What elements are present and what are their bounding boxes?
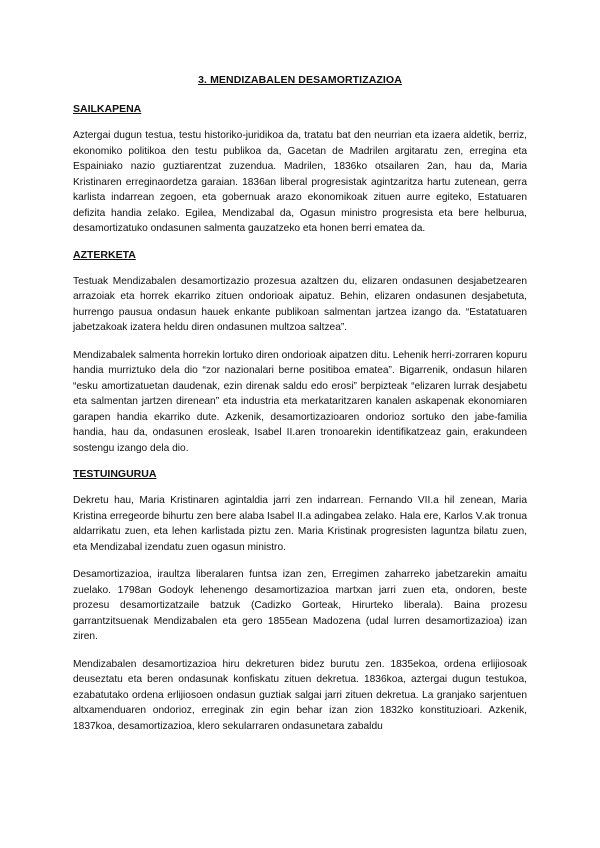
paragraph: Aztergai dugun testua, testu historiko-juridikoa da, tratatu bat den neurrian eta izaera aldetik, berriz, ekonomiko politikoa den testu publikoa da, Gacetan de Madrilen argitaratu zen, erregina eta Espainiako nazio guztiarentzat zuzendua. Madrilen, 1836ko otsailaren 2an, hau da, Maria Kristinaren erreginaordetza garaian. 1836an liberal progresistak agintzaritza hartu zutenean, gerra karlista indarrean zegoen, eta gobernuak arazo ekonomikoak zituen aurre egiteko, Estatuaren defizita handia zelako. Egilea, Mendizabal da, Ogasun ministro progresista eta bere helburua, desamortizatuko ondasunen salmenta gauzatzeko eta honen berri ematea da.: [73, 130, 527, 234]
paragraph: Dekretu hau, Maria Kristinaren agintaldia jarri zen indarrean. Fernando VII.a hil zenean, Maria Kristina erregeorde bihurtu zen bere alaba Isabel II.a adingabea zelako. Hala ere, Karlos V.ak tronua aldarrikatu zuen, eta lehen karlistada piztu zen. Maria Kristinak progresisten laguntza bilatu zuen, eta Mendizabal izendatu zuen ogasun ministro.: [73, 495, 527, 553]
section-azterketa: [73, 249, 527, 457]
document-title: 3. MENDIZABALEN DESAMORTIZAZIOA: [198, 74, 402, 86]
paragraph: Mendizabalek salmenta horrekin lortuko diren ondorioak aipatzen ditu. Lehenik herri-zorraren kopuru handia murriztuko dela dio “zor nazionalari berne positiboa ematea”. Bigarrenik, ondasun hilaren “esku amortizatuetan daudenak, ezin direnak saldu edo erosi” berpizteak “elizaren lurrak desjabetu eta salmentan jartzen direnean” eta industria eta merkataritzaren kanalen askapenak ekonomiaren garapen handia ekarriko dute. Azkenik, desamortizazioaren ondorioz sortuko den jabe-familia handia, hau da, ondasunen erosleak, Isabel II.aren tronoarekin identifikatzeaz gain, erakundeen sostengu izango dela dio.: [73, 349, 527, 454]
section-heading: AZTERKETA: [73, 248, 136, 261]
paragraph: Testuak Mendizabalen desamortizazio prozesua azaltzen du, elizaren ondasunen desjabetzearen arrazoiak eta horrek ekarriko zituen ondorioak aipatuz. Behin, elizaren ondasunen desjabetuta, hurrengo pausua ondasun hauek enkante publikoan salmentan jartzea izango da. “Estatatuaren jabetzakoak izatera heldu diren ondasunen multzoa saltzea”.: [73, 275, 527, 333]
section-heading: SAILKAPENA: [73, 103, 142, 115]
paragraph: Desamortizazioa, iraultza liberalaren funtsa izan zen, Erregimen zaharreko jabetzarekin amaitu zuelako. 1798an Godoyk lehenengo desamortizazioa martxan jarri zuen eta, ondoren, beste prozesu desamortizatzaile batzuk (Cadizko Gorteak, Hirurteko liberala). Baina prozesu garrantzitsuenak Mendizabalen eta gero 1855ean Madozena (udal lurren desamortizazioa) izan ziren.: [73, 569, 527, 642]
section-heading: TESTUINGURUA: [73, 468, 157, 480]
paragraph: Mendizabalen desamortizazioa hiru dekreturen bidez burutu zen. 1835ekoa, ordena erlijiosoak deuseztatu eta beren ondasunak konfiskatu zituen dekretua. 1836koa, aztergai dugun testukoa, ezabatutako ordena erlijiosoen ondasun guztiak salgai jarri zituen dekretua. La granjako sarjentuen altxamenduaren ondorioz, erreginak zin egin behar izan zion 1832ko konstituzioari. Azkenik, 1837koa, desamortizazioa, klero sekularraren ondasunetara zabaldu: [73, 658, 527, 732]
section-sailkapena: [73, 103, 527, 237]
section-testuingurua: [73, 468, 527, 734]
